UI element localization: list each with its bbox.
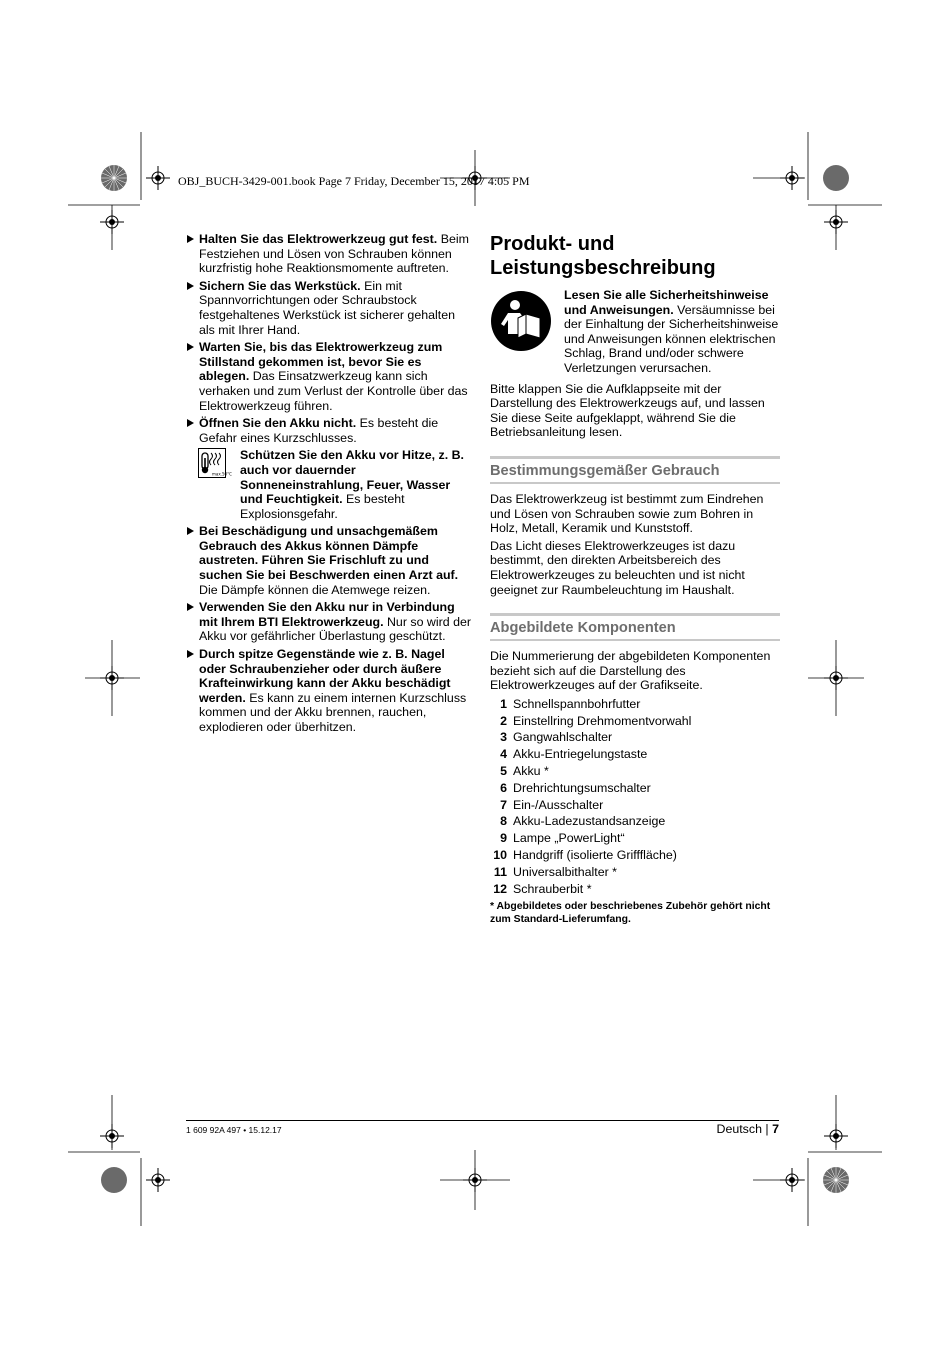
list-item: 2 Einstellring Drehmomentvorwahl [500, 713, 692, 728]
list-item: 12 Schrauberbit * [493, 881, 592, 896]
footer-language: Deutsch [716, 1122, 762, 1136]
paragraph: Die Nummerierung der abgebildeten Komponenten bezieht sich auf die Darstellung des Elektrowerkzeuges auf der Grafikseite. [490, 649, 771, 693]
footer-separator: | [765, 1122, 769, 1136]
safety-bullet: Warten Sie, bis das Elektrowerkzeug zum Stillstand gekommen ist, bevor Sie es ablegen. Das Einsatzwerkzeug kann sich verhaken und zum Verlust der Kontrolle über das Elektrowerkzeug führen. [186, 340, 474, 413]
list-item: 6 Drehrichtungsumschalter [500, 780, 651, 795]
list-item: 9 Lampe „PowerLight“ [500, 831, 625, 846]
section-heading-components: Abgebildete Komponenten [490, 613, 780, 641]
left-column [186, 232, 474, 738]
list-item: 1 Schnellspannbohrfutter [500, 696, 641, 711]
safety-bullet: Halten Sie das Elektrowerkzeug gut fest. Beim Festziehen und Lösen von Schrauben können kurzfristig hohe Reaktionsmomente auftreten. [186, 232, 474, 276]
list-item: 4 Akku-Entriegelungstaste [500, 747, 648, 762]
paragraph: Das Elektrowerkzeug ist bestimmt zum Eindrehen und Lösen von Schrauben sowie zum Bohren in Holz, Metall, Keramik und Kunststoff. [490, 491, 764, 536]
page-number: 7 [772, 1122, 779, 1136]
right-column [490, 232, 780, 926]
safety-bullet: Sichern Sie das Werkstück. Ein mit Spannvorrichtungen oder Schraubstock festgehaltenes Werkstück ist sicherer gehalten als mit Ihrer Hand. [186, 279, 474, 337]
bullet-arrow-icon [187, 282, 194, 290]
safety-bullet: Bei Beschädigung und unsachgemäßem Gebrauch des Akkus können Dämpfe austreten. Führen Sie Frischluft zu und suchen Sie bei Beschwerden einen Arzt auf. Die Dämpfe können die Atemwege reizen. [186, 524, 474, 597]
page-title: Produkt- und Leistungsbeschreibung [490, 233, 716, 279]
page-footer [717, 1122, 780, 1136]
safety-bullet: Verwenden Sie den Akku nur in Verbindung mit Ihrem BTI Elektrowerkzeug. Nur so wird der Akku vor gefährlicher Überlastung geschützt. [186, 600, 474, 644]
printer-info-line: OBJ_BUCH-3429-001.book Page 7 Friday, December 15, 2017 4:05 PM [178, 174, 530, 188]
svg-text:max.50°C: max.50°C [212, 471, 232, 477]
read-instructions-notice: Lesen Sie alle Sicherheitshinweise und Anweisungen. Versäumnisse bei der Einhaltung der Sicherheitshinweise und Anweisungen können elektrischen Schlag, Brand und/oder schwere Verletzungen verursachen. [490, 288, 780, 376]
paragraph: Das Licht dieses Elektrowerkzeuges ist dazu bestimmt, den direkten Arbeitsbereich des Elektrowerkzeuges zu beleuchten und ist nicht geeignet zur Raumbeleuchtung im Haushalt. [490, 538, 745, 597]
list-item: 8 Akku-Ladezustandsanzeige [500, 814, 666, 829]
component-list [490, 696, 780, 898]
heat-warning: max.50°C Schützen Sie den Akku vor Hitze, z. B. auch vor dauernder Sonneneinstrahlung, Feuer, Wasser und Feuchtigkeit. Es besteht Explosionsgefahr. [186, 448, 474, 521]
bullet-arrow-icon [187, 419, 194, 427]
bullet-arrow-icon [187, 343, 194, 351]
bullet-arrow-icon [187, 650, 194, 658]
battery-heat-icon [198, 448, 232, 478]
list-item: 7 Ein-/Ausschalter [500, 797, 604, 812]
list-item: 3 Gangwahlschalter [500, 730, 613, 745]
bullet-arrow-icon [187, 235, 194, 243]
list-item: 10 Handgriff (isolierte Grifffläche) [493, 848, 677, 863]
safety-bullet: Öffnen Sie den Akku nicht. Es besteht die Gefahr eines Kurzschlusses. [186, 416, 474, 445]
footer-rule [186, 1120, 779, 1121]
list-item: 11 Universalbithalter * [493, 864, 617, 879]
intro-paragraph: Bitte klappen Sie die Aufklappseite mit der Darstellung des Elektrowerkzeugs auf, und lassen Sie diese Seite aufgeklappt, während Sie die Betriebsanleitung lesen. [490, 381, 765, 440]
read-manual-icon [490, 290, 552, 352]
bullet-arrow-icon [187, 527, 194, 535]
safety-bullet: Durch spitze Gegenstände wie z. B. Nagel oder Schraubenzieher oder durch äußere Krafteinwirkung kann der Akku beschädigt werden. Es kann zu einem internen Kurzschluss kommen und der Akku brennen, rauchen, explodieren oder überhitzen. [186, 647, 474, 735]
bullet-arrow-icon [187, 603, 194, 611]
document-code: 1 609 92A 497 • 15.12.17 [186, 1125, 282, 1135]
section-heading-intended-use: Bestimmungsgemäßer Gebrauch [490, 456, 780, 484]
footnote: * Abgebildetes oder beschriebenes Zubehör gehört nicht zum Standard-Lieferumfang. [490, 901, 771, 926]
list-item: 5 Akku * [500, 764, 549, 779]
